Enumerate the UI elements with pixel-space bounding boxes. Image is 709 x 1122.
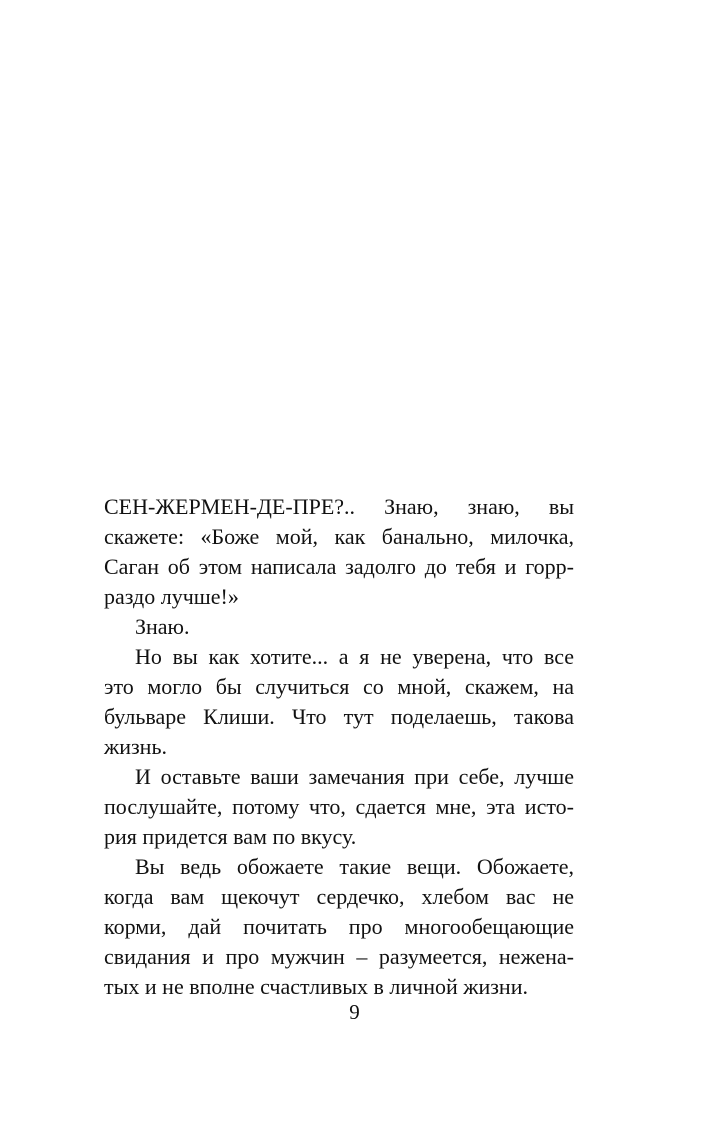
text-line: рия придется вам по вкусу. — [104, 824, 357, 849]
text-line: жизнь. — [104, 734, 167, 759]
text-line: свидания и про мужчин – разумеется, нежена- — [104, 944, 574, 969]
page-number: 9 — [349, 1000, 360, 1024]
text-line: Но вы как хотите... а я не уверена, что все — [135, 644, 574, 669]
text-line: СЕН-ЖЕРМЕН-ДЕ-ПРЕ?.. Знаю, знаю, вы — [104, 494, 574, 519]
text-line: Вы ведь обожаете такие вещи. Обожаете, — [135, 854, 574, 879]
paragraph-5 — [104, 852, 574, 1002]
text-line: когда вам щекочут сердечко, хлебом вас не — [104, 884, 574, 909]
paragraph-4 — [104, 762, 574, 852]
text-line: это могло бы случиться со мной, скажем, на — [104, 674, 574, 699]
text-line: тых и не вполне счастливых в личной жизни. — [104, 974, 528, 999]
paragraph-2 — [104, 612, 574, 642]
text-line: корми, дай почитать про многообещающие — [104, 914, 574, 939]
paragraph-1 — [104, 492, 574, 612]
text-line: Знаю. — [135, 614, 190, 639]
text-block — [104, 492, 574, 1002]
text-line: раздо лучше!» — [104, 584, 239, 609]
text-line: послушайте, потому что, сдается мне, эта исто- — [104, 794, 574, 819]
text-line: бульваре Клиши. Что тут поделаешь, такова — [104, 704, 574, 729]
text-line: И оставьте ваши замечания при себе, лучше — [135, 764, 574, 789]
paragraph-3 — [104, 642, 574, 762]
text-line: Саган об этом написала задолго до тебя и горр- — [104, 554, 574, 579]
text-line: скажете: «Боже мой, как банально, милочка, — [104, 524, 574, 549]
